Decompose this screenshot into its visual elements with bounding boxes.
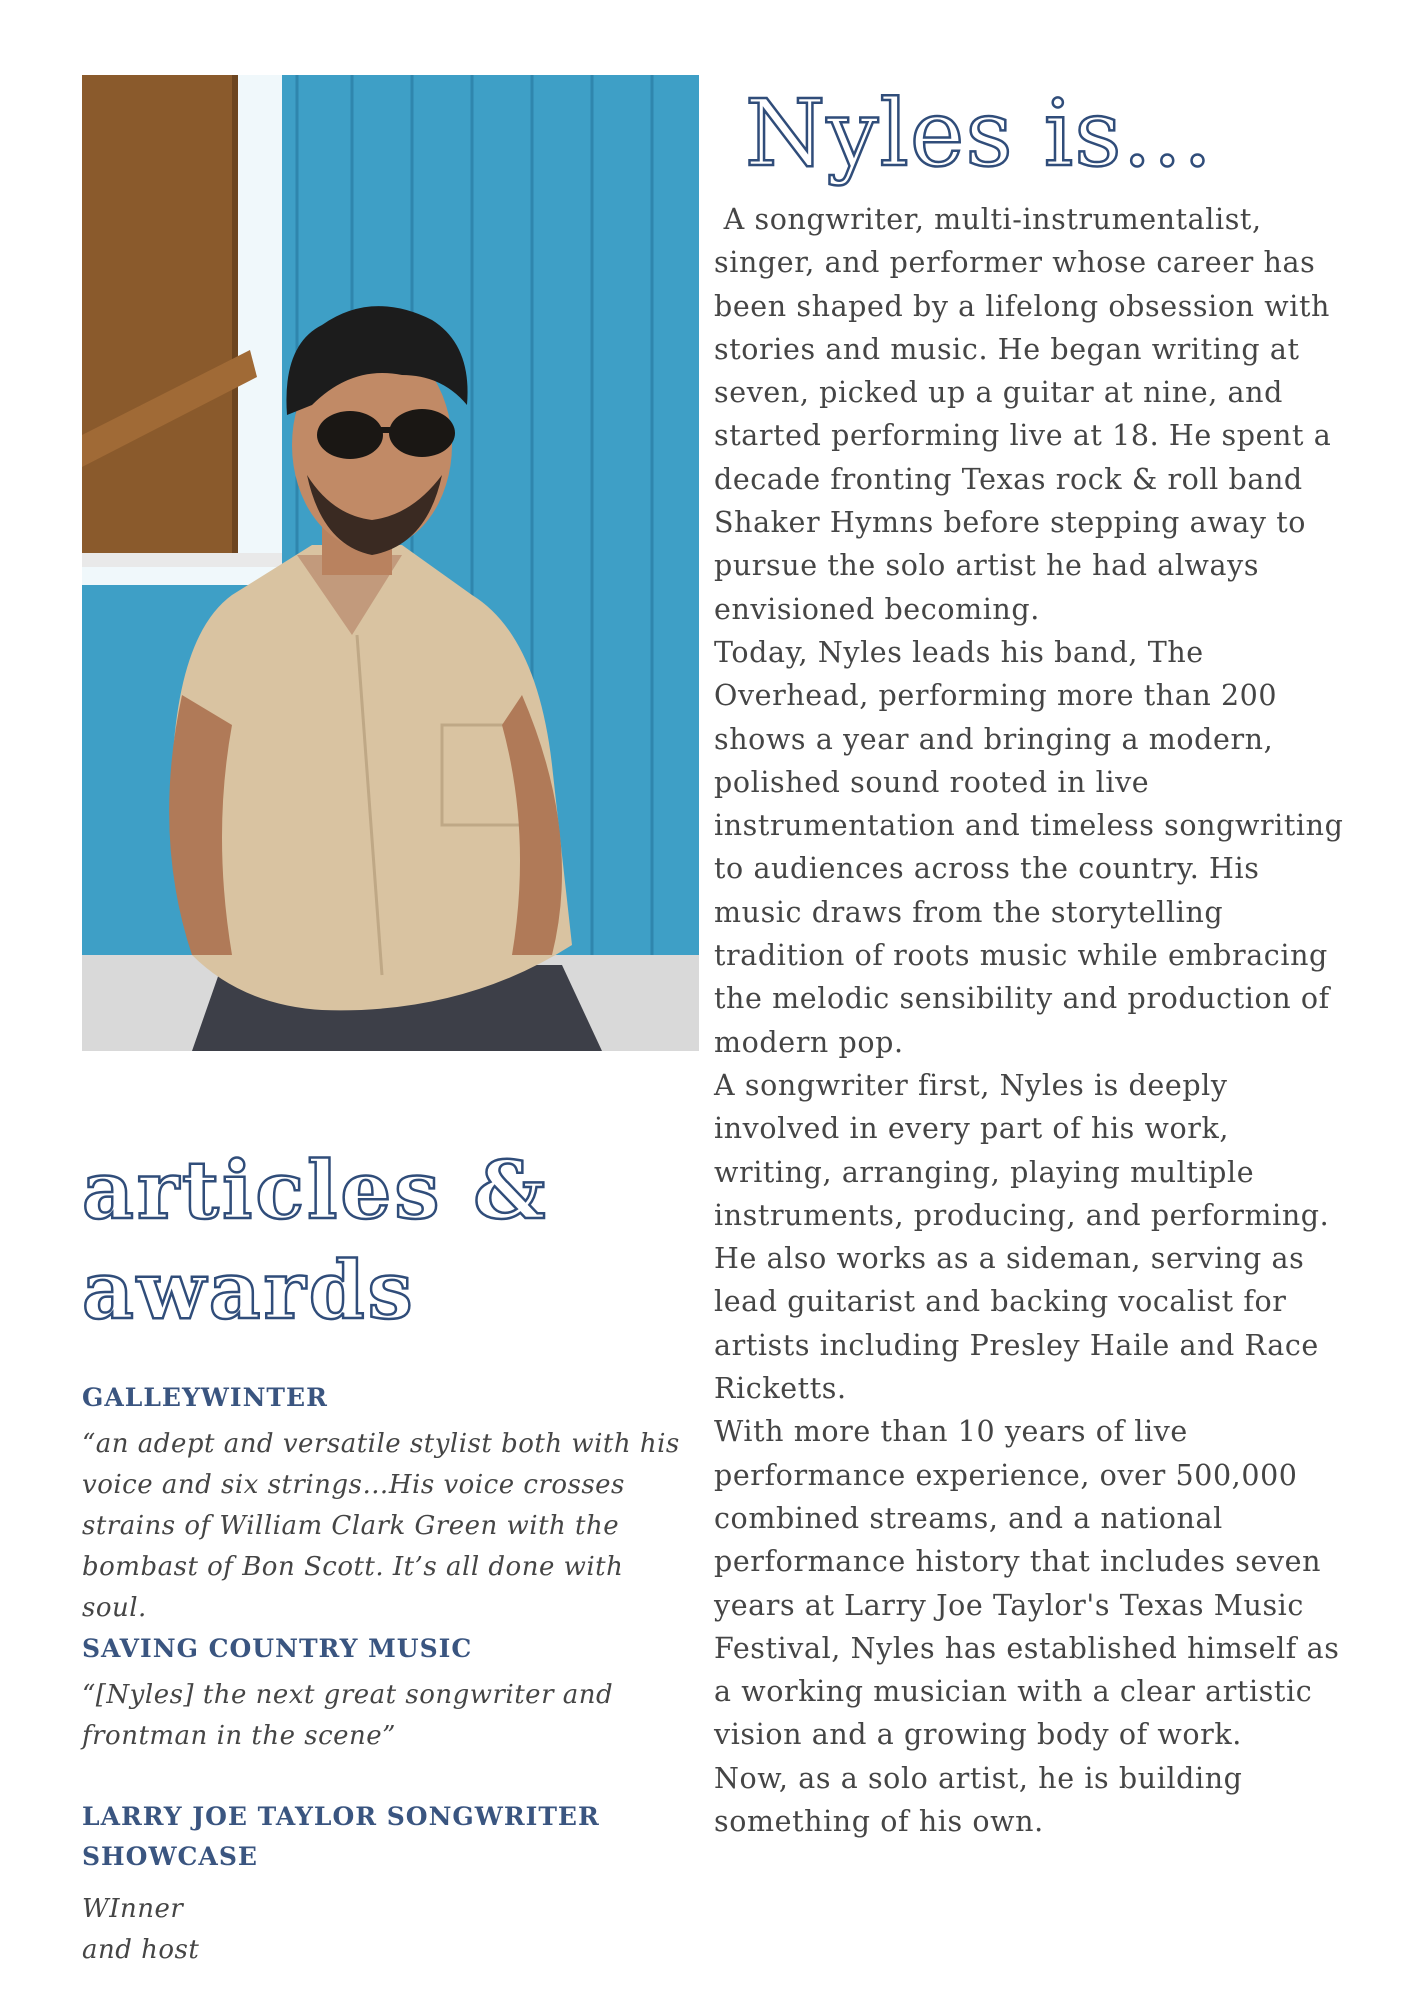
bio-paragraph: Today, Nyles leads his band, The Overhead, performing more than 200 shows a year and bringing a modern, polished sound rooted in live instrumentation and timeless songwriting to audiences across the country. His music draws from the storytelling tradition of roots music while embracing the melodic sensibility and production of modern pop. [714,635,1344,1059]
award-quote: “[Nyles] the next great songwriter and frontman in the scene” [82,1680,614,1751]
award-item [82,1797,682,1971]
award-source: GALLEYWINTER [82,1383,328,1412]
bio-paragraph: Now, as a solo artist, he is building something of his own. [714,1761,1243,1838]
bio-text [714,198,1354,1843]
award-item [82,1378,682,1629]
portrait-illustration [82,75,699,1051]
page-title: Nyles is... [745,80,1214,187]
portrait-photo [82,75,699,1051]
awards-list [82,1378,682,1971]
bio-paragraph: With more than 10 years of live performance experience, over 500,000 combined streams, and a national performance history that includes seven years at Larry Joe Taylor's Texas Music Festival, Nyles has established himself as a working musician with a clear artistic vision and a growing body of work. [714,1415,1340,1752]
bio-paragraph: A songwriter first, Nyles is deeply involved in every part of his work, writing, arranging, playing multiple instruments, producing, and performing. He also works as a sideman, serving as lead guitarist and backing vocalist for artists including Presley Haile and Race Ricketts. [714,1068,1330,1406]
award-quote-line-1: WInner [82,1894,184,1924]
heading-line-2: awards [82,1243,416,1337]
award-quote [82,1889,682,1971]
award-item [82,1629,682,1757]
award-source: SAVING COUNTRY MUSIC [82,1634,473,1663]
award-source [82,1797,682,1877]
award-source-line-1: LARRY JOE TAYLOR SONGWRITER [82,1802,600,1831]
award-quote-line-2: and host [82,1935,200,1965]
heading-line-1: articles & [82,1143,549,1237]
award-source-line-2: SHOWCASE [82,1842,258,1871]
award-quote: “an adept and versatile stylist both with his voice and six strings…His voice crosses strains of William Clark Green with the bombast of Bon Scott. It’s all done with soul. [82,1429,680,1623]
bio-paragraph: A songwriter, multi-instrumentalist, singer, and performer whose career has been shaped by a lifelong obsession with stories and music. He began writing at seven, picked up a guitar at nine, and started performing live at 18. He spent a decade fronting Texas rock & roll band Shaker Hymns before stepping away to pursue the solo artist he had always envisioned becoming. [714,203,1341,626]
articles-awards-heading [82,1140,602,1340]
